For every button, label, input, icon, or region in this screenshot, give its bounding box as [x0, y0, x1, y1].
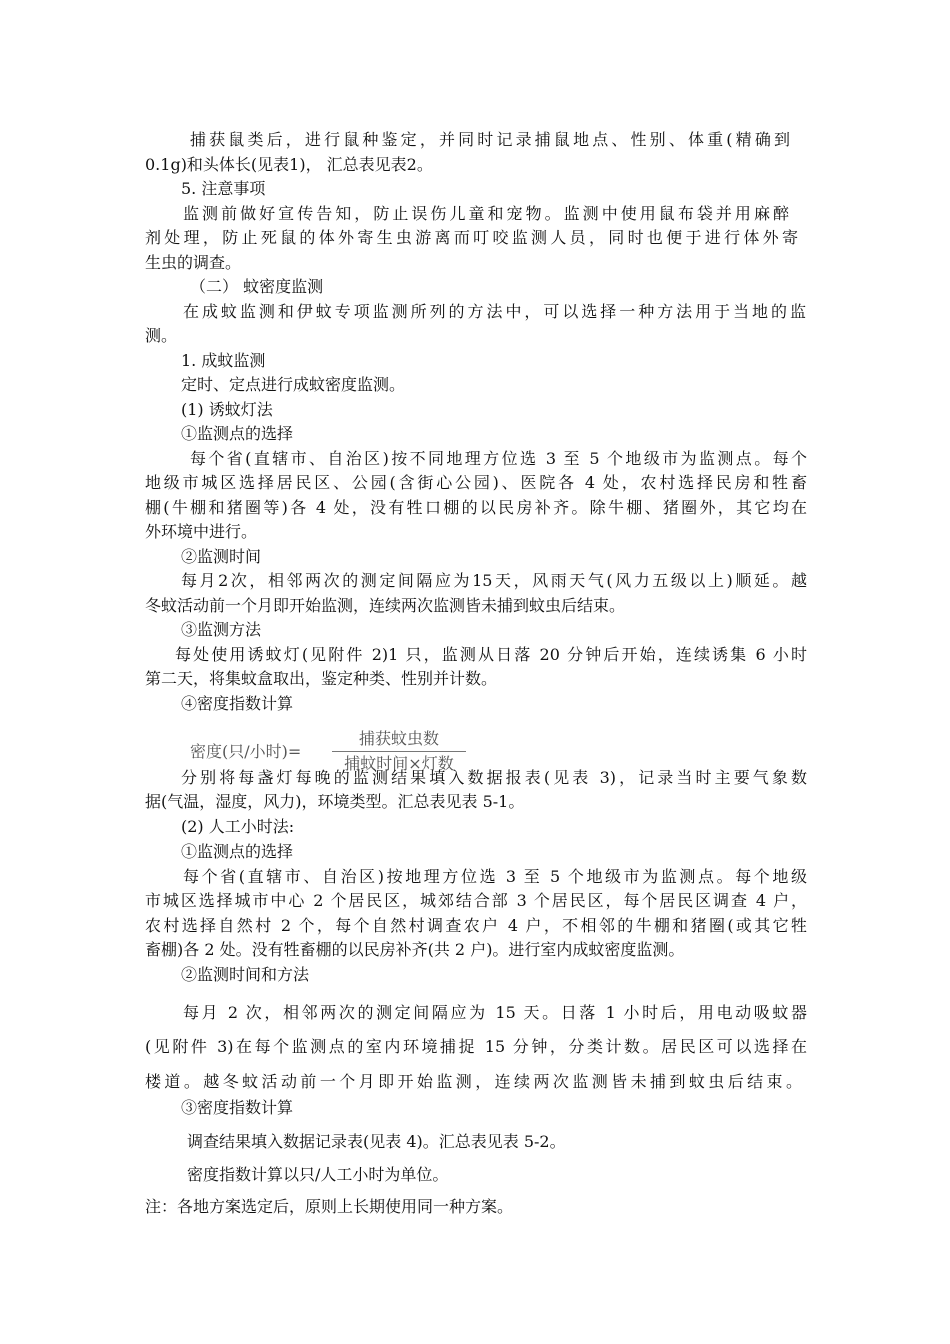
text-line: 调查结果填入数据记录表(见表 4)。汇总表见表 5-2。: [187, 1132, 566, 1151]
text-line: 冬蚊活动前一个月即开始监测，连续两次监测皆未捕到蚊虫后结束。: [145, 596, 626, 615]
text-line: 市城区选择城市中心 2 个居民区，城郊结合部 3 个居民区，每个居民区调查 4 户，: [145, 891, 807, 910]
text-line: 楼道。越冬蚊活动前一个月即开始监测，连续两次监测皆未捕到蚊虫后结束。: [145, 1072, 802, 1091]
section-heading: (2) 人工小时法:: [181, 817, 295, 836]
section-heading: ③密度指数计算: [181, 1098, 294, 1117]
text-line: 监测前做好宣传告知，防止误伤儿童和宠物。监测中使用鼠布袋并用麻醉: [183, 204, 789, 223]
fraction-bar: [332, 751, 466, 752]
section-heading: ②监测时间: [181, 547, 262, 566]
text-line: 0.1g)和头体长(见表1)， 汇总表见表2。: [145, 155, 433, 174]
text-line: 定时、定点进行成蚊密度监测。: [181, 375, 406, 394]
text-line: 分别将每盏灯每晚的监测结果填入数据报表(见表 3)，记录当时主要气象数: [181, 768, 807, 787]
text-line: 第二天，将集蚊盒取出，鉴定种类、性别并计数。: [145, 669, 498, 688]
text-line: 剂处理，防止死鼠的体外寄生虫游离而叮咬监测人员，同时也便于进行体外寄: [145, 228, 798, 247]
text-line: 棚(牛棚和猪圈等)各 4 处，没有牲口棚的以民房补齐。除牛棚、猪圈外，其它均在: [145, 498, 807, 517]
section-heading: (1) 诱蚊灯法: [181, 400, 273, 419]
text-line: 每个省(直辖市、自治区)按不同地理方位选 3 至 5 个地级市为监测点。每个: [190, 449, 807, 468]
section-heading: ③监测方法: [181, 620, 262, 639]
text-line: (见附件 3)在每个监测点的室内环境捕捉 15 分钟，分类计数。居民区可以选择在: [145, 1037, 807, 1056]
section-heading: ④密度指数计算: [181, 694, 294, 713]
text-line: 每处使用诱蚊灯(见附件 2)1 只，监测从日落 20 分钟后开始，连续诱集 6 小时: [175, 645, 807, 664]
text-line: 外环境中进行。: [145, 522, 258, 541]
section-heading: ②监测时间和方法: [181, 965, 310, 984]
text-line: 每月2次，相邻两次的测定间隔应为15天，风雨天气(风力五级以上)顺延。越: [181, 571, 807, 590]
formula-denominator: 捕蚊时间×灯数: [344, 754, 454, 773]
formula-lhs: 密度(只/小时)=: [190, 742, 302, 761]
text-line: 密度指数计算以只/人工小时为单位。: [187, 1165, 449, 1184]
text-line: 畜棚)各 2 处。没有牲畜棚的以民房补齐(共 2 户)。进行室内成蚊密度监测。: [145, 940, 685, 959]
text-line: 在成蚊监测和伊蚊专项监测所列的方法中，可以选择一种方法用于当地的监: [183, 302, 806, 321]
text-line: 捕获鼠类后，进行鼠种鉴定，并同时记录捕鼠地点、性别、体重(精确到: [190, 130, 790, 149]
section-heading: ①监测点的选择: [181, 424, 294, 443]
text-line: 测。: [145, 326, 178, 345]
text-line: 生虫的调查。: [145, 253, 242, 272]
text-line: 据(气温，湿度，风力)，环境类型。汇总表见表 5-1。: [145, 792, 525, 811]
section-heading: ①监测点的选择: [181, 842, 294, 861]
text-line: 每月 2 次，相邻两次的测定间隔应为 15 天。日落 1 小时后，用电动吸蚊器: [183, 1003, 807, 1022]
text-line: 每个省(直辖市、自治区)按地理方位选 3 至 5 个地级市为监测点。每个地级: [183, 867, 807, 886]
section-heading: 1. 成蚊监测: [181, 351, 266, 370]
section-heading: 5. 注意事项: [181, 179, 266, 198]
text-line: 农村选择自然村 2 个，每个自然村调查农户 4 户，不相邻的牛棚和猪圈(或其它牲: [145, 916, 807, 935]
formula-numerator: 捕获蚊虫数: [358, 729, 439, 748]
text-line: 地级市城区选择居民区、公园(含街心公园)、医院各 4 处，农村选择民房和牲畜: [145, 473, 807, 492]
section-heading: （二） 蚊密度监测: [190, 277, 324, 296]
note-line: 注：各地方案选定后，原则上长期使用同一种方案。: [145, 1197, 514, 1216]
